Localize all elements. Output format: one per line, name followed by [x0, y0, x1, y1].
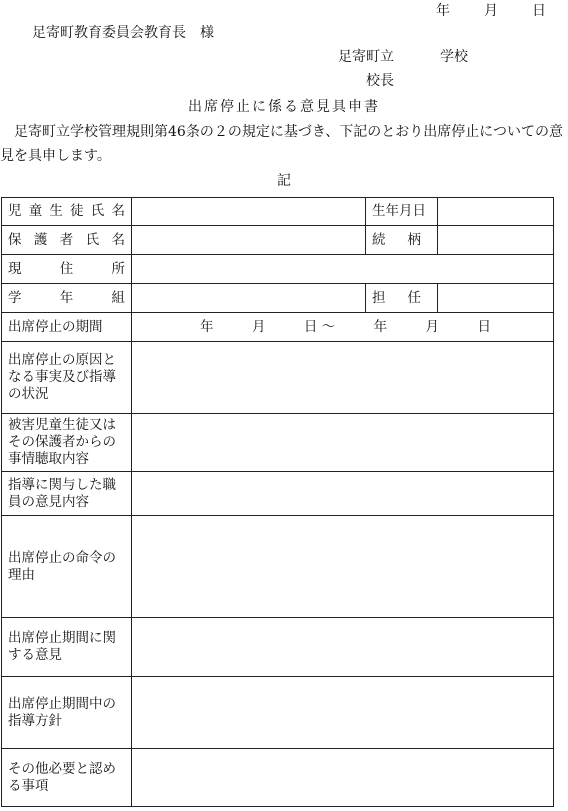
row-hearing: [2, 414, 554, 472]
grade-class-label: 学 年 組: [2, 284, 132, 313]
date-line: [436, 0, 546, 20]
school-line: [338, 46, 468, 66]
guardian-name-label: 保 護 者 氏 名: [2, 226, 132, 255]
student-name-field[interactable]: [132, 198, 366, 226]
staff-opinion-field[interactable]: [132, 472, 554, 516]
relation-label: 続 柄: [366, 226, 438, 255]
relation-field[interactable]: [438, 226, 554, 255]
address-label: 現 住 所: [2, 255, 132, 284]
suspension-cause-label: 出席停止の原因となる事実及び指導の状況: [2, 342, 132, 414]
order-reason-label: 出席停止の命令の理由: [2, 516, 132, 618]
guidance-policy-label: 出席停止期間中の指導方針: [2, 677, 132, 749]
row-student: [2, 198, 554, 226]
period-start-month: 月: [251, 318, 266, 335]
period-start-year: 年: [200, 318, 214, 335]
row-staff-opinion: [2, 472, 554, 516]
order-reason-field[interactable]: [132, 516, 554, 618]
address-field[interactable]: [132, 255, 554, 284]
row-guardian: [2, 226, 554, 255]
suspension-period-label: 出席停止の期間: [2, 313, 132, 342]
row-guidance: [2, 677, 554, 749]
birthdate-label: 生年月日: [366, 198, 438, 226]
application-form-table: [1, 197, 554, 807]
student-name-label: 児 童 生 徒 氏 名: [2, 198, 132, 226]
principal-label: 校長: [366, 73, 394, 89]
body-text: 足寄町立学校管理規則第46条の２の規定に基づき、下記のとおり出席停止についての意見を具申します。: [0, 124, 563, 164]
date-month: 月: [484, 3, 498, 19]
hearing-content-field[interactable]: [132, 414, 554, 472]
grade-class-field[interactable]: [132, 284, 366, 313]
row-reason: [2, 342, 554, 414]
homeroom-teacher-label: 担 任: [366, 284, 438, 313]
suspension-period-field[interactable]: [132, 313, 554, 342]
guardian-name-field[interactable]: [132, 226, 366, 255]
document-title: 出席停止に係る意見具申書: [188, 99, 380, 115]
row-address: [2, 255, 554, 284]
staff-opinion-label: 指導に関与した職員の意見内容: [2, 472, 132, 516]
row-other: [2, 749, 554, 807]
period-end-year: 年: [373, 318, 388, 335]
school-prefix: 足寄町立: [338, 49, 394, 65]
date-day: 日: [532, 3, 546, 19]
other-matters-label: その他必要と認める事項: [2, 749, 132, 807]
row-period-opinion: [2, 618, 554, 677]
row-order-reason: [2, 516, 554, 618]
period-start-day: 日 ～: [303, 318, 336, 335]
hearing-content-label: 被害児童生徒又はその保護者からの事情聴取内容: [2, 414, 132, 472]
ki-heading: 記: [277, 173, 291, 189]
row-grade: [2, 284, 554, 313]
period-end-day: 日: [477, 318, 491, 335]
guidance-policy-field[interactable]: [132, 677, 554, 749]
row-period: [2, 313, 554, 342]
homeroom-teacher-field[interactable]: [438, 284, 554, 313]
other-matters-field[interactable]: [132, 749, 554, 807]
date-year: 年: [436, 3, 450, 19]
period-end-month: 月: [425, 318, 440, 335]
suspension-cause-field[interactable]: [132, 342, 554, 414]
school-suffix: 学校: [440, 49, 468, 65]
period-opinion-field[interactable]: [132, 618, 554, 677]
birthdate-field[interactable]: [438, 198, 554, 226]
period-opinion-label: 出席停止期間に関する意見: [2, 618, 132, 677]
addressee: 足寄町教育委員会教育長 様: [32, 25, 214, 41]
